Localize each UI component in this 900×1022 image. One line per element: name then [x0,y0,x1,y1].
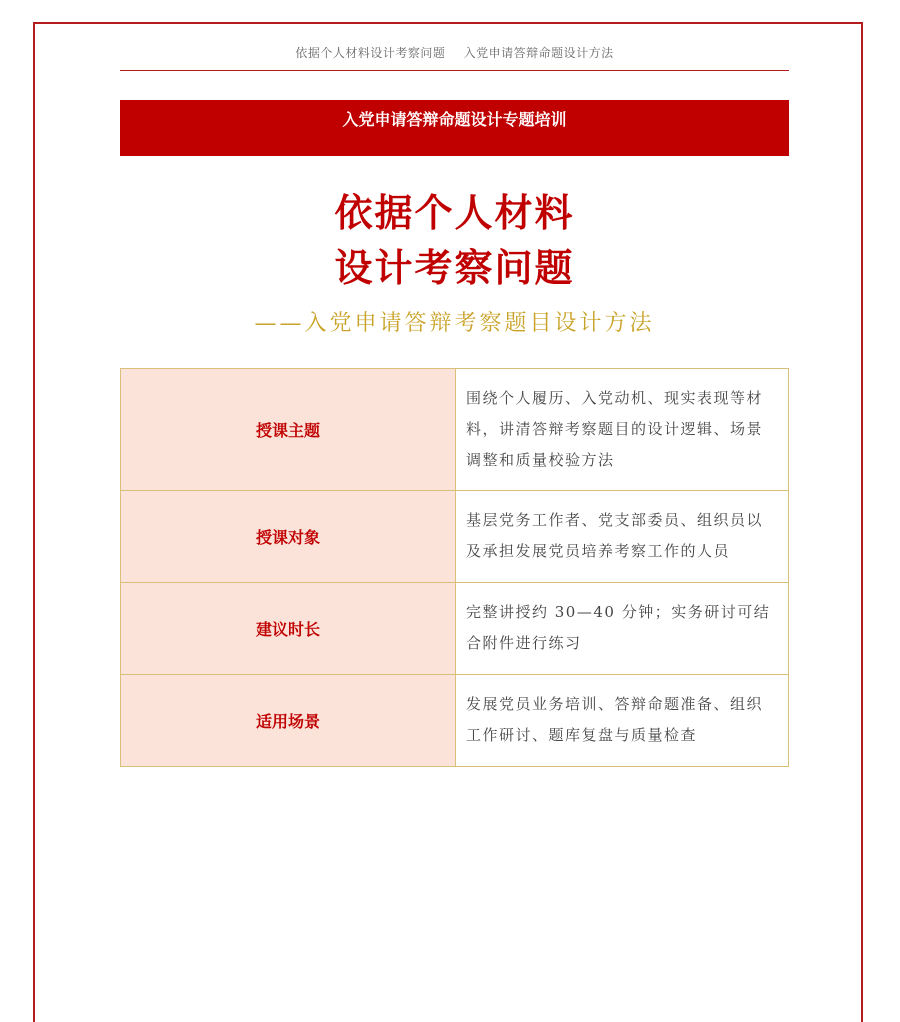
table-row [121,369,789,491]
training-banner [120,100,789,156]
main-title-line-2: 设计考察问题 [334,246,575,290]
row-label-topic: 授课主题 [121,369,456,491]
running-header-right: 入党申请答辩命题设计方法 [463,46,614,60]
row-label-audience: 授课对象 [121,491,456,583]
subtitle: ——入党申请答辩考察题目设计方法 [254,311,655,336]
running-header-left: 依据个人材料设计考察问题 [295,46,446,60]
running-header [120,44,789,61]
main-title-line-1: 依据个人材料 [334,191,575,235]
course-info-table [120,368,789,767]
row-label-scenarios: 适用场景 [121,675,456,767]
table-row [121,491,789,583]
row-label-duration: 建议时长 [121,583,456,675]
row-value-scenarios: 发展党员业务培训、答辩命题准备、组织工作研讨、题库复盘与质量检查 [456,675,789,767]
row-value-duration: 完整讲授约 30—40 分钟；实务研讨可结合附件进行练习 [456,583,789,675]
row-value-topic: 围绕个人履历、入党动机、现实表现等材料，讲清答辩考察题目的设计逻辑、场景调整和质量校验方法 [456,369,789,491]
banner-text: 入党申请答辩命题设计专题培训 [342,110,567,129]
table-row [121,583,789,675]
header-divider [120,70,789,71]
table-row [121,675,789,767]
row-value-audience: 基层党务工作者、党支部委员、组织员以及承担发展党员培养考察工作的人员 [456,491,789,583]
